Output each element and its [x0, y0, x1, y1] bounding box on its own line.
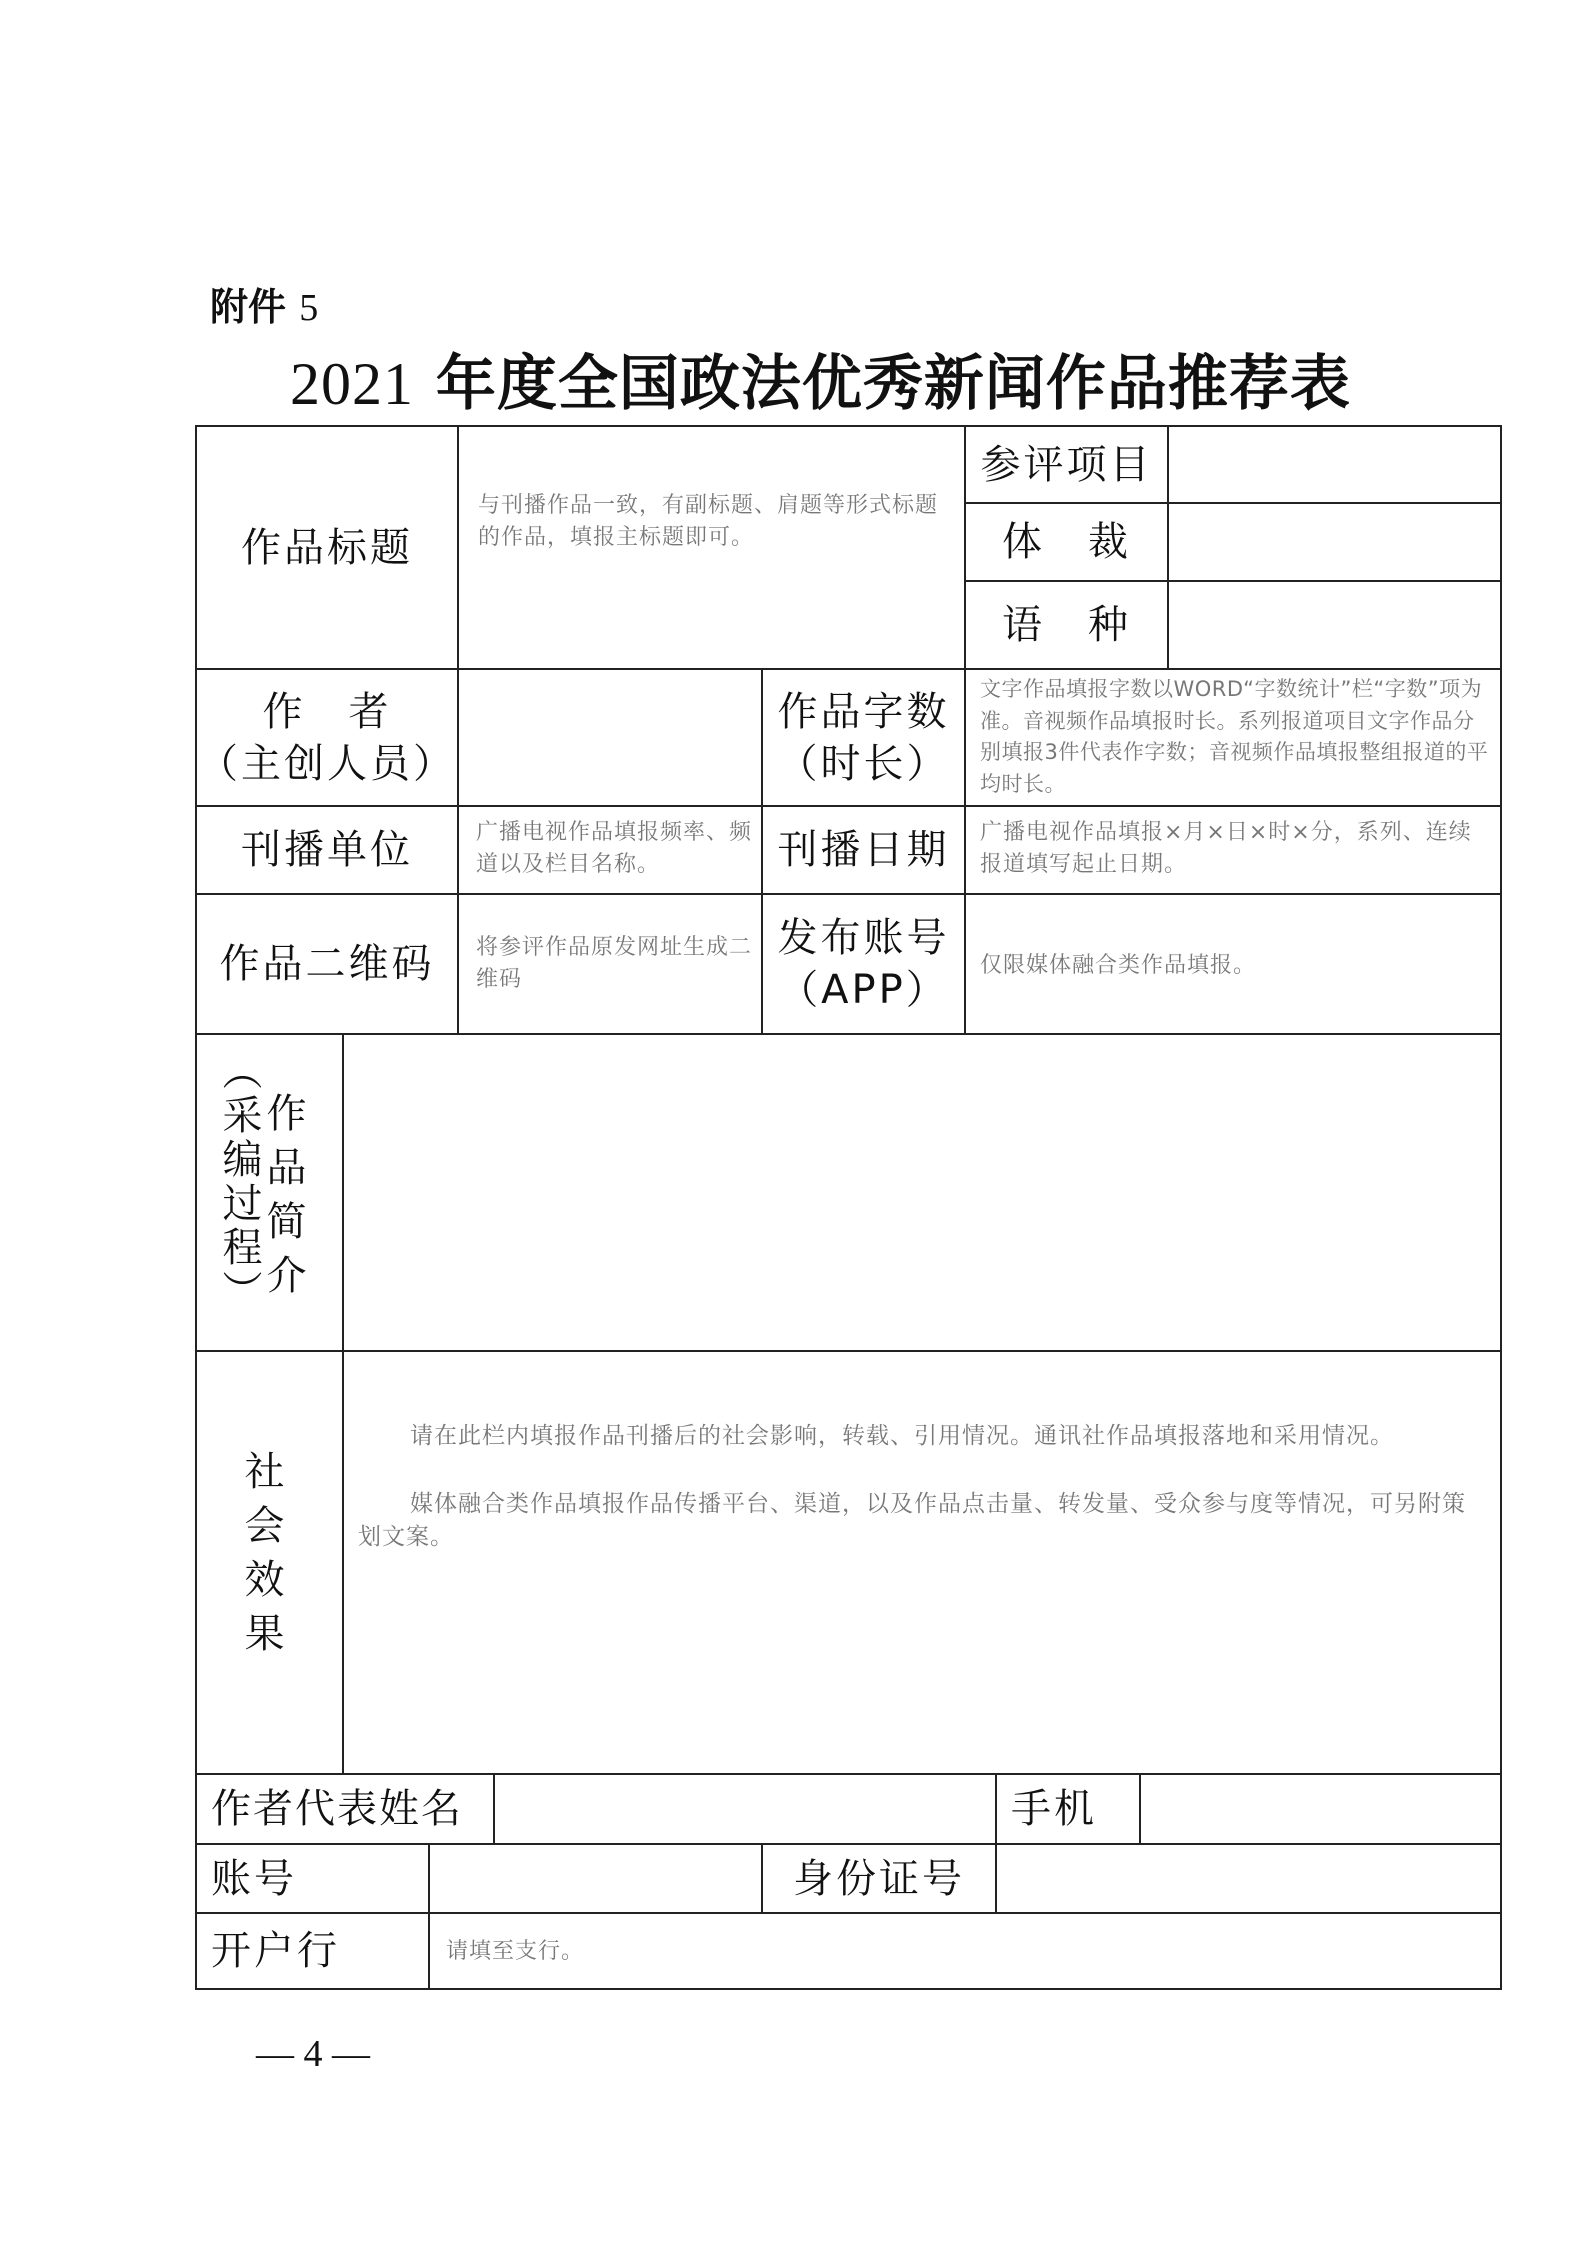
account-label-line1: 发布账号 [777, 915, 950, 961]
author-label-line2: （主创人员） [198, 740, 456, 787]
id-number-input[interactable] [997, 1845, 1499, 1912]
bank-account-input[interactable] [430, 1845, 761, 1912]
impact-hint-1[interactable]: 请在此栏内填报作品刊播后的社会影响，转载、引用情况。通讯社作品填报落地和采用情况。 [410, 1423, 1394, 1449]
phone-input[interactable] [1141, 1775, 1499, 1843]
author-label-line1: 作 者 [262, 688, 392, 735]
qr-code-hint[interactable]: 将参评作品原发网址生成二维码 [476, 935, 753, 992]
publisher-label: 刊播单位 [241, 827, 413, 873]
id-number-label: 身份证号 [793, 1855, 965, 1902]
account-label-line2: （APP） [778, 967, 949, 1013]
rep-name-input[interactable] [495, 1775, 995, 1843]
word-count-label [763, 670, 964, 805]
bank-account-label: 账号 [211, 1855, 297, 1902]
intro-label-col2: 作品简介 [260, 1092, 306, 1308]
phone-label: 手机 [1011, 1786, 1097, 1832]
title-year: 2021 [290, 351, 414, 417]
qr-code-label: 作品二维码 [219, 941, 435, 987]
intro-label-col1: （采编过程） [216, 1050, 262, 1314]
attachment-label [210, 276, 318, 331]
language-label: 语 种 [1002, 602, 1131, 648]
bank-label: 开户行 [211, 1928, 340, 1974]
word-count-label-line1: 作品字数 [777, 688, 950, 735]
page-number: — 4 — [256, 2033, 370, 2075]
word-count-label-line2: （时长） [777, 740, 950, 787]
genre-input[interactable] [1169, 504, 1499, 580]
publish-date-label: 刊播日期 [777, 827, 950, 873]
genre-label: 体 裁 [1002, 519, 1131, 565]
account-label [763, 895, 964, 1033]
category-input[interactable] [1169, 427, 1499, 502]
account-hint[interactable]: 仅限媒体融合类作品填报。 [980, 953, 1257, 978]
language-input[interactable] [1169, 582, 1499, 668]
rep-name-label: 作者代表姓名 [211, 1786, 463, 1832]
page-title [290, 336, 1350, 422]
impact-hint-2[interactable]: 媒体融合类作品填报作品传播平台、渠道，以及作品点击量、转发量、受众参与度等情况，可另附策划文案。 [358, 1491, 1466, 1551]
impact-label: 社会效果 [238, 1450, 284, 1666]
attachment-label-text: 附件 [210, 285, 287, 329]
work-title-label: 作品标题 [241, 524, 413, 571]
author-input[interactable] [459, 670, 761, 805]
title-text: 年度全国政法优秀新闻作品推荐表 [435, 349, 1351, 419]
author-label [197, 670, 457, 805]
word-count-hint[interactable]: 文字作品填报字数以WORD“字数统计”栏“字数”项为准。音视频作品填报时长。系列报道项目文字作品分别填报3件代表作字数；音视频作品填报整组报道的平均时长。 [980, 677, 1489, 796]
attachment-number: 5 [299, 287, 319, 329]
intro-input[interactable] [344, 1035, 1499, 1350]
category-label: 参评项目 [980, 441, 1153, 488]
publisher-hint[interactable]: 广播电视作品填报频率、频道以及栏目名称。 [476, 820, 753, 877]
bank-hint[interactable]: 请填至支行。 [446, 1939, 585, 1964]
publish-date-hint[interactable]: 广播电视作品填报×月×日×时×分，系列、连续报道填写起止日期。 [980, 820, 1472, 877]
work-title-hint[interactable]: 与刊播作品一致，有副标题、肩题等形式标题的作品，填报主标题即可。 [478, 493, 939, 550]
